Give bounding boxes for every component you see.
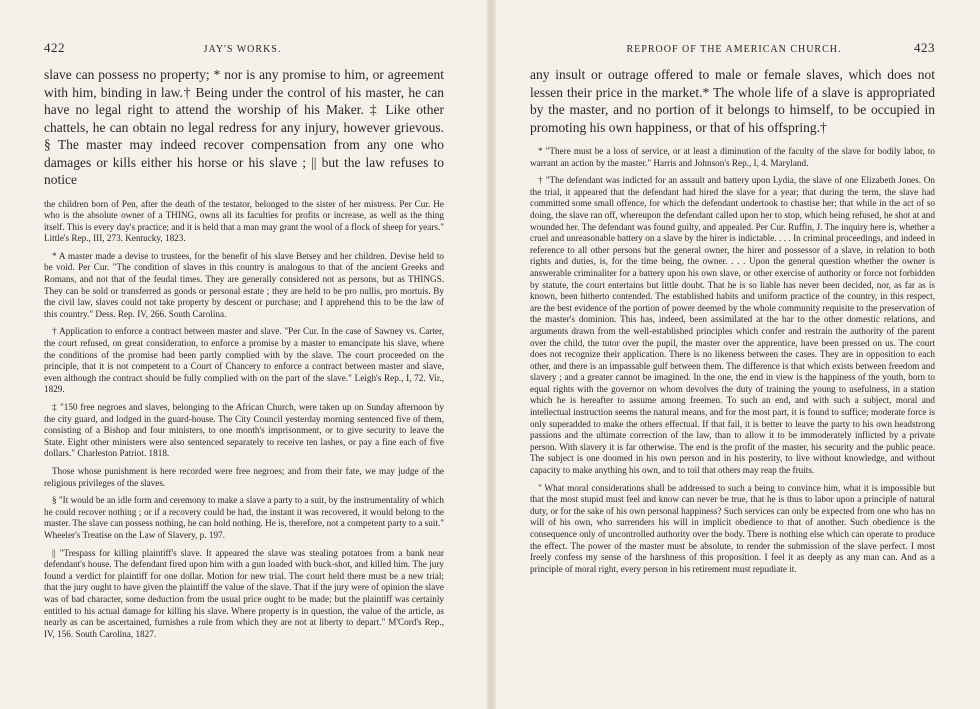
right-footnote-3: " What moral considerations shall be addressed to such a being to convince him, what it is impossible but that the most stupid must feel and know can never be true, that he is thus to labor upon a principle of natural duty, or for the sake of his own personal happiness? Such services can only be expected from one who has no will of his own, who surrenders his will in implicit obedience to that of another. Such obedience is the consequence only of uncontrolled authority over the body. There is nothing else which can operate to produce the effect. The power of the master must be absolute, to render the submission of the slave perfect. I most freely confess my sense of the harshness of this proposition. I feel it as deeply as any man can. And as a principle of moral right, every person in his retirement must repudiate it. xyxy=(530,482,935,574)
left-page-header xyxy=(44,40,444,56)
left-running-head: JAY'S WORKS. xyxy=(203,44,282,55)
left-footnote-7: || "Trespass for killing plaintiff's slave. It appeared the slave was stealing potatoes from a bank near defendant's house. The defendant fired upon him with a gun loaded with buck-shot, and killed him. The jury found a verdict for plaintiff for one dollar. Motion for new trial. The court held there must be a new trial; that the jury ought to have given the plaintiff the value of the slave. That if the jury were of opinion the slave was of bad character, some deduction from the usual price ought to be made; but the plaintiff was certainly entitled to his actual damage for killing his slave. Where property is in question, the value of the article, as nearly as can be ascertained, furnishes a rule from which they are not at liberty to depart." M'Cord's Rep., IV, 156. South Carolina, 1827. xyxy=(44,547,444,639)
left-footnote-4: ‡ "150 free negroes and slaves, belonging to the African Church, were taken up on Sunday afternoon by the city guard, and lodged in the guard-house. The City Council yesterday morning sentenced five of them, consisting of a Bishop and four ministers, to one month's imprisonment, or to give security to leave the State. Eight other ministers were also sentenced separately to receive ten lashes, or pay a fine each of five dollars." Charleston Patriot. 1818. xyxy=(44,402,444,459)
left-page-number: 422 xyxy=(44,40,65,55)
left-page xyxy=(44,40,444,646)
right-footnote-1: * "There must be a loss of service, or at least a diminution of the faculty of the slave for bodily labor, to warrant an action by the master." Harris and Johnson's Rep., I, 4. Maryland. xyxy=(530,146,935,168)
right-body-text: any insult or outrage offered to male or female slaves, which does not lessen their price in the market.* The whole life of a slave is appropriated by the master, and no portion of it belongs to himself, to be occupied in promoting his own happiness, or that of his offspring.† xyxy=(530,67,935,135)
right-running-head: REPROOF OF THE AMERICAN CHURCH. xyxy=(626,44,842,55)
right-page xyxy=(530,40,935,581)
left-footnote-2: * A master made a devise to trustees, for the benefit of his slave Betsey and her children. Devise held to be void. Per Cur. "The condition of slaves in this country is analogous to that of the ancient Greeks and Romans, and not that of the feudal times. They are generally considered not as persons, but as THINGS. They can be sold or transferred as goods or personal estate ; they are held to be pro nullis, pro mortuis. By the civil law, slaves could not take property by descent or purchase; and I apprehend this to be the law of this country." Dess. Rep. IV, 266. South Carolina. xyxy=(44,250,444,319)
left-footnote-5: Those whose punishment is here recorded were free negroes; and from their fate, we may judge of the religious privileges of the slaves. xyxy=(44,465,444,488)
left-footnote-3: † Application to enforce a contract between master and slave. "Per Cur. In the case of Sawney vs. Carter, the court refused, on great consideration, to enforce a promise by a master to emancipate his slave, where the conditions of the promise had been partly complied with by the slave. The court proceeded on the principle, that it is not competent to a Court of Chancery to enforce a contract between master and slave, even although the contract should be fully complied with on the part of the slave." Leigh's Rep., I, 72. Vir., 1829. xyxy=(44,326,444,395)
right-footnote-2: † "The defendant was indicted for an assault and battery upon Lydia, the slave of one Elizabeth Jones. On the trial, it appeared that the defendant had hired the slave for a year; that during the term, the slave had committed some small offence, for which the defendant undertook to chastise her; that while in the act of so doing, the slave ran off, whereupon the defendant called upon her to stop, which being refused, he shot at and wounded her. The defendant was found guilty, and appealed. Per Cur. Ruffin, J. The inquiry here is, whether a cruel and unreasonable battery on a slave by the hirer is indictable. . . . In criminal proceedings, and indeed in reference to all other persons but the general owner, the hirer and possessor of a slave, in relation to both rights and duties, is, for the time being, the owner. . . . Upon the general question whether the owner is answerable criminaliter for a battery upon his own slave, or other exercise of authority or force not forbidden by statute, the court entertains but little doubt. That he is so liable has never been decided, nor, as far as is known, been hitherto contended. The established habits and uniform practice of the country, in this respect, are the best evidence of the portion of power deemed by the whole community requisite to the preservation of the master's dominion. This has, indeed, been assimilated at the bar to the other domestic relations, and arguments drawn from the well-established principles which confer and restrain the authority of the parent over the child, the tutor over the pupil, the master over the apprentice, have been pressed on us. The court does not recognize their application. There is no likeness between the cases. They are in opposition to each other, and there is an impassable gulf between them. The difference is that which exists between freedom and slavery ; and a greater cannot be imagined. In the one, the end in view is the happiness of the youth, born to equal rights with the governor on whom devolves the duty of training the young to usefulness, in a station which he is hereafter to assume among freemen. To such an end, and with such a subject, moral and intellectual instruction seems the natural means, and for the most part, it is found to suffice; moderate force is only superadded to make the others effectual. If that fail, it is better to leave the party to his own headstrong passions and the ultimate correction of the law, than to allow it to be immoderately inflicted by a private person. With slavery it is far otherwise. The end is the profit of the master, his security and the public peace. The subject is one doomed in his own person and in his posterity, to live without knowledge, and without capacity to make anything his own, and to toil that others may reap the fruits. xyxy=(530,175,935,476)
right-page-number: 423 xyxy=(913,40,935,55)
left-footnote-1: the children born of Pen, after the death of the testator, belonged to the sister of her mistress. Per Cur. He who is the absolute owner of a THING, owns all its faculties for profits or increase, as well as the thing itself. This is every day's practice; and it is held that a man may grant the wool of a flock of sheep for years." Little's Rep., III, 273. Kentucky, 1823. xyxy=(44,198,444,244)
right-page-header xyxy=(530,40,935,56)
book-gutter xyxy=(486,0,496,709)
left-footnote-6: § "It would be an idle form and ceremony to make a slave a party to a suit, by the instrumentality of which he could recover nothing ; or if a recovery could be had, the instant it was recovered, it would belong to the master. The slave can possess nothing, he can hold nothing. He is, therefore, not a competent party to a suit." Wheeler's Treatise on the Law of Slavery, p. 197. xyxy=(44,495,444,540)
left-body-text: slave can possess no property; * nor is any promise to him, or agreement with him, binding in law.† Being under the control of his master, he can have no legal right to attend the worship of his Maker. ‡ Like other chattels, he can obtain no legal redress for any injury, however grievous. § The master may indeed recover compensation from any one who damages or kills either his horse or his slave ; || but the law refuses to notice xyxy=(44,67,444,187)
